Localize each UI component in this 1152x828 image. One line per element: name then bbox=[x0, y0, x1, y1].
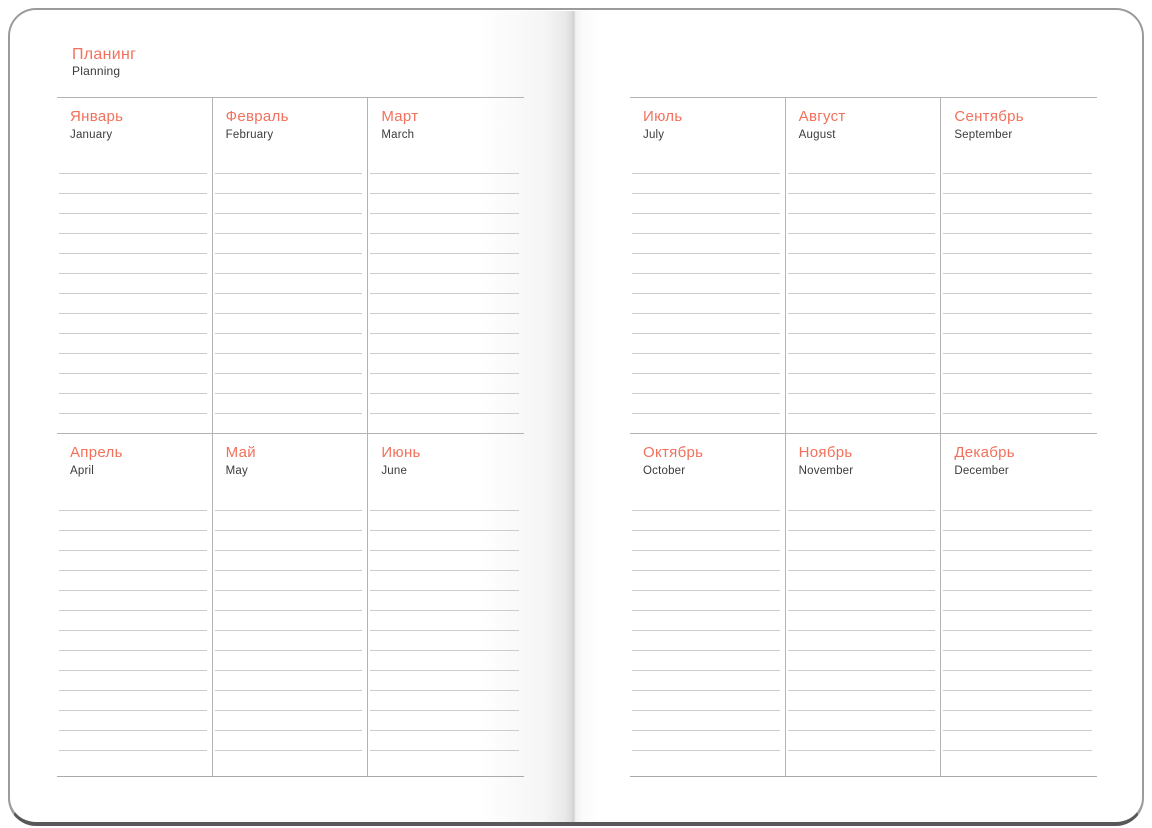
ruled-lines bbox=[215, 154, 363, 414]
month-name-ru: Октябрь bbox=[643, 444, 704, 461]
ruled-lines bbox=[943, 491, 1092, 751]
month-name-en: June bbox=[381, 465, 408, 477]
month-name-ru: Сентябрь bbox=[954, 108, 1024, 125]
month-row bbox=[57, 97, 524, 433]
ruled-lines bbox=[632, 491, 780, 751]
month-cell-june bbox=[368, 433, 524, 776]
month-cell-february bbox=[213, 97, 369, 433]
ruled-lines bbox=[788, 154, 936, 414]
page-title bbox=[72, 46, 136, 79]
month-head bbox=[941, 98, 1097, 142]
month-cell-january bbox=[57, 97, 213, 433]
month-name-en: November bbox=[798, 465, 854, 477]
month-head bbox=[368, 98, 524, 142]
month-cell-march bbox=[368, 97, 524, 433]
ruled-lines bbox=[943, 154, 1092, 414]
month-head bbox=[786, 434, 941, 478]
month-name-en: February bbox=[225, 129, 274, 141]
month-cell-august bbox=[786, 97, 942, 433]
month-name-ru: Август bbox=[798, 108, 846, 125]
month-head bbox=[213, 434, 368, 478]
month-name-en: April bbox=[70, 465, 95, 477]
month-name-ru: Июль bbox=[643, 108, 683, 125]
month-name-ru: Июнь bbox=[381, 444, 421, 461]
ruled-lines bbox=[59, 491, 207, 751]
month-name-en: August bbox=[798, 129, 836, 141]
month-grid-left bbox=[57, 97, 524, 777]
month-name-ru: Январь bbox=[70, 108, 124, 125]
month-cell-may bbox=[213, 433, 369, 776]
ruled-lines bbox=[215, 491, 363, 751]
month-head bbox=[57, 434, 212, 478]
month-name-en: January bbox=[70, 129, 113, 141]
month-name-ru: Ноябрь bbox=[798, 444, 853, 461]
month-name-ru: Апрель bbox=[70, 444, 123, 461]
month-name-en: March bbox=[381, 129, 415, 141]
month-head bbox=[630, 434, 785, 478]
month-head bbox=[786, 98, 941, 142]
month-name-ru: Декабрь bbox=[954, 444, 1015, 461]
month-name-en: October bbox=[643, 465, 686, 477]
month-name-en: July bbox=[643, 129, 665, 141]
month-name-en: May bbox=[225, 465, 248, 477]
month-head bbox=[368, 434, 524, 478]
month-head bbox=[941, 434, 1097, 478]
month-cell-december bbox=[941, 433, 1097, 776]
month-cell-september bbox=[941, 97, 1097, 433]
month-row bbox=[630, 97, 1097, 433]
ruled-lines bbox=[370, 154, 519, 414]
month-name-en: September bbox=[954, 129, 1013, 141]
month-cell-july bbox=[630, 97, 786, 433]
ruled-lines bbox=[632, 154, 780, 414]
month-name-ru: Февраль bbox=[225, 108, 289, 125]
page-title-en: Planning bbox=[72, 64, 121, 78]
ruled-lines bbox=[788, 491, 936, 751]
month-cell-november bbox=[786, 433, 942, 776]
ruled-lines bbox=[370, 491, 519, 751]
month-head bbox=[630, 98, 785, 142]
month-cell-october bbox=[630, 433, 786, 776]
month-name-ru: Март bbox=[381, 108, 419, 125]
ruled-lines bbox=[59, 154, 207, 414]
month-grid-right bbox=[630, 97, 1097, 777]
month-name-en: December bbox=[954, 465, 1009, 477]
month-cell-april bbox=[57, 433, 213, 776]
month-row bbox=[57, 433, 524, 777]
page-title-ru: Планинг bbox=[72, 46, 137, 63]
month-name-ru: Май bbox=[225, 444, 256, 461]
month-head bbox=[213, 98, 368, 142]
month-row bbox=[630, 433, 1097, 777]
month-head bbox=[57, 98, 212, 142]
